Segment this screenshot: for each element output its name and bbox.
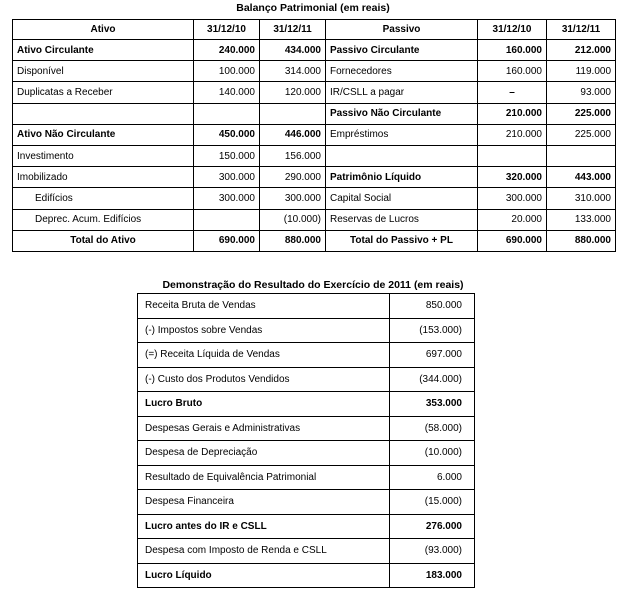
amount-cell: 150.000 bbox=[194, 145, 260, 166]
line-item-amount: 697.000 bbox=[390, 343, 475, 368]
account-label: Passivo Não Circulante bbox=[326, 103, 478, 124]
line-item-label: Despesa com Imposto de Renda e CSLL bbox=[138, 539, 390, 564]
income-statement-row bbox=[138, 318, 475, 343]
amount-cell: – bbox=[478, 82, 547, 103]
amount-cell: 314.000 bbox=[260, 61, 326, 82]
column-header: Passivo bbox=[326, 20, 478, 40]
amount-cell bbox=[194, 209, 260, 230]
amount-cell: (10.000) bbox=[260, 209, 326, 230]
amount-cell: 320.000 bbox=[478, 167, 547, 188]
line-item-amount: 353.000 bbox=[390, 392, 475, 417]
line-item-label: Receita Bruta de Vendas bbox=[138, 294, 390, 319]
amount-cell: 225.000 bbox=[547, 124, 616, 145]
amount-cell: 160.000 bbox=[478, 61, 547, 82]
amount-cell bbox=[260, 103, 326, 124]
line-item-label: Despesas Gerais e Administrativas bbox=[138, 416, 390, 441]
line-item-amount: (344.000) bbox=[390, 367, 475, 392]
income-statement-row bbox=[138, 514, 475, 539]
balance-sheet-row bbox=[13, 124, 616, 145]
amount-cell: 290.000 bbox=[260, 167, 326, 188]
income-statement-row bbox=[138, 563, 475, 588]
column-header: 31/12/11 bbox=[260, 20, 326, 40]
line-item-amount: (93.000) bbox=[390, 539, 475, 564]
amount-cell bbox=[194, 103, 260, 124]
line-item-label: Lucro Bruto bbox=[138, 392, 390, 417]
amount-cell: 300.000 bbox=[260, 188, 326, 209]
amount-cell: 210.000 bbox=[478, 124, 547, 145]
balance-sheet-row bbox=[13, 40, 616, 61]
line-item-amount: 850.000 bbox=[390, 294, 475, 319]
line-item-label: (=) Receita Líquida de Vendas bbox=[138, 343, 390, 368]
line-item-amount: (153.000) bbox=[390, 318, 475, 343]
income-statement-row bbox=[138, 490, 475, 515]
amount-cell: 100.000 bbox=[194, 61, 260, 82]
account-label bbox=[326, 145, 478, 166]
amount-cell: 20.000 bbox=[478, 209, 547, 230]
balance-sheet-row bbox=[13, 167, 616, 188]
balance-sheet-title: Balanço Patrimonial (em reais) bbox=[236, 2, 390, 14]
line-item-label: Lucro antes do IR e CSLL bbox=[138, 514, 390, 539]
amount-cell: 156.000 bbox=[260, 145, 326, 166]
account-label: Total do Ativo bbox=[13, 230, 194, 251]
line-item-label: (-) Impostos sobre Vendas bbox=[138, 318, 390, 343]
income-statement-table bbox=[137, 293, 475, 588]
line-item-label: Despesa de Depreciação bbox=[138, 441, 390, 466]
amount-cell: 140.000 bbox=[194, 82, 260, 103]
account-label: Reservas de Lucros bbox=[326, 209, 478, 230]
amount-cell: 225.000 bbox=[547, 103, 616, 124]
balance-sheet-row bbox=[13, 145, 616, 166]
balance-sheet-table bbox=[12, 19, 616, 252]
amount-cell: 160.000 bbox=[478, 40, 547, 61]
column-header: Ativo bbox=[13, 20, 194, 40]
amount-cell: 210.000 bbox=[478, 103, 547, 124]
amount-cell: 300.000 bbox=[478, 188, 547, 209]
account-label: Imobilizado bbox=[13, 167, 194, 188]
amount-cell: 310.000 bbox=[547, 188, 616, 209]
amount-cell: 450.000 bbox=[194, 124, 260, 145]
line-item-label: Despesa Financeira bbox=[138, 490, 390, 515]
line-item-amount: (58.000) bbox=[390, 416, 475, 441]
income-statement-row bbox=[138, 416, 475, 441]
balance-sheet-row bbox=[13, 103, 616, 124]
amount-cell: 446.000 bbox=[260, 124, 326, 145]
account-label bbox=[13, 103, 194, 124]
income-statement-row bbox=[138, 343, 475, 368]
amount-cell: 690.000 bbox=[194, 230, 260, 251]
balance-sheet-row bbox=[13, 61, 616, 82]
amount-cell: 880.000 bbox=[260, 230, 326, 251]
balance-sheet-row bbox=[13, 82, 616, 103]
account-label: Investimento bbox=[13, 145, 194, 166]
column-header: 31/12/10 bbox=[194, 20, 260, 40]
amount-cell bbox=[478, 145, 547, 166]
income-statement-row bbox=[138, 465, 475, 490]
account-label: Fornecedores bbox=[326, 61, 478, 82]
line-item-label: (-) Custo dos Produtos Vendidos bbox=[138, 367, 390, 392]
line-item-amount: (10.000) bbox=[390, 441, 475, 466]
account-label: Deprec. Acum. Edifícios bbox=[13, 209, 194, 230]
amount-cell: 434.000 bbox=[260, 40, 326, 61]
amount-cell: 880.000 bbox=[547, 230, 616, 251]
account-label: Total do Passivo + PL bbox=[326, 230, 478, 251]
income-statement-row bbox=[138, 441, 475, 466]
account-label: Patrimônio Líquido bbox=[326, 167, 478, 188]
account-label: Capital Social bbox=[326, 188, 478, 209]
balance-sheet-header-row bbox=[13, 20, 616, 40]
amount-cell: 93.000 bbox=[547, 82, 616, 103]
balance-sheet-row bbox=[13, 209, 616, 230]
account-label: Empréstimos bbox=[326, 124, 478, 145]
column-header: 31/12/10 bbox=[478, 20, 547, 40]
amount-cell bbox=[547, 145, 616, 166]
line-item-amount: (15.000) bbox=[390, 490, 475, 515]
account-label: Disponível bbox=[13, 61, 194, 82]
income-statement-row bbox=[138, 367, 475, 392]
amount-cell: 120.000 bbox=[260, 82, 326, 103]
amount-cell: 300.000 bbox=[194, 188, 260, 209]
amount-cell: 119.000 bbox=[547, 61, 616, 82]
line-item-amount: 276.000 bbox=[390, 514, 475, 539]
account-label: Duplicatas a Receber bbox=[13, 82, 194, 103]
account-label: IR/CSLL a pagar bbox=[326, 82, 478, 103]
amount-cell: 443.000 bbox=[547, 167, 616, 188]
income-statement-row bbox=[138, 539, 475, 564]
line-item-label: Resultado de Equivalência Patrimonial bbox=[138, 465, 390, 490]
account-label: Ativo Não Circulante bbox=[13, 124, 194, 145]
income-statement-row bbox=[138, 294, 475, 319]
column-header: 31/12/11 bbox=[547, 20, 616, 40]
account-label: Passivo Circulante bbox=[326, 40, 478, 61]
amount-cell: 690.000 bbox=[478, 230, 547, 251]
amount-cell: 212.000 bbox=[547, 40, 616, 61]
income-statement-row bbox=[138, 392, 475, 417]
account-label: Edifícios bbox=[13, 188, 194, 209]
balance-sheet-row bbox=[13, 230, 616, 251]
amount-cell: 133.000 bbox=[547, 209, 616, 230]
amount-cell: 240.000 bbox=[194, 40, 260, 61]
amount-cell: 300.000 bbox=[194, 167, 260, 188]
account-label: Ativo Circulante bbox=[13, 40, 194, 61]
balance-sheet-row bbox=[13, 188, 616, 209]
income-statement-title: Demonstração do Resultado do Exercício de 2011 (em reais) bbox=[162, 279, 464, 291]
line-item-amount: 6.000 bbox=[390, 465, 475, 490]
line-item-amount: 183.000 bbox=[390, 563, 475, 588]
line-item-label: Lucro Líquido bbox=[138, 563, 390, 588]
